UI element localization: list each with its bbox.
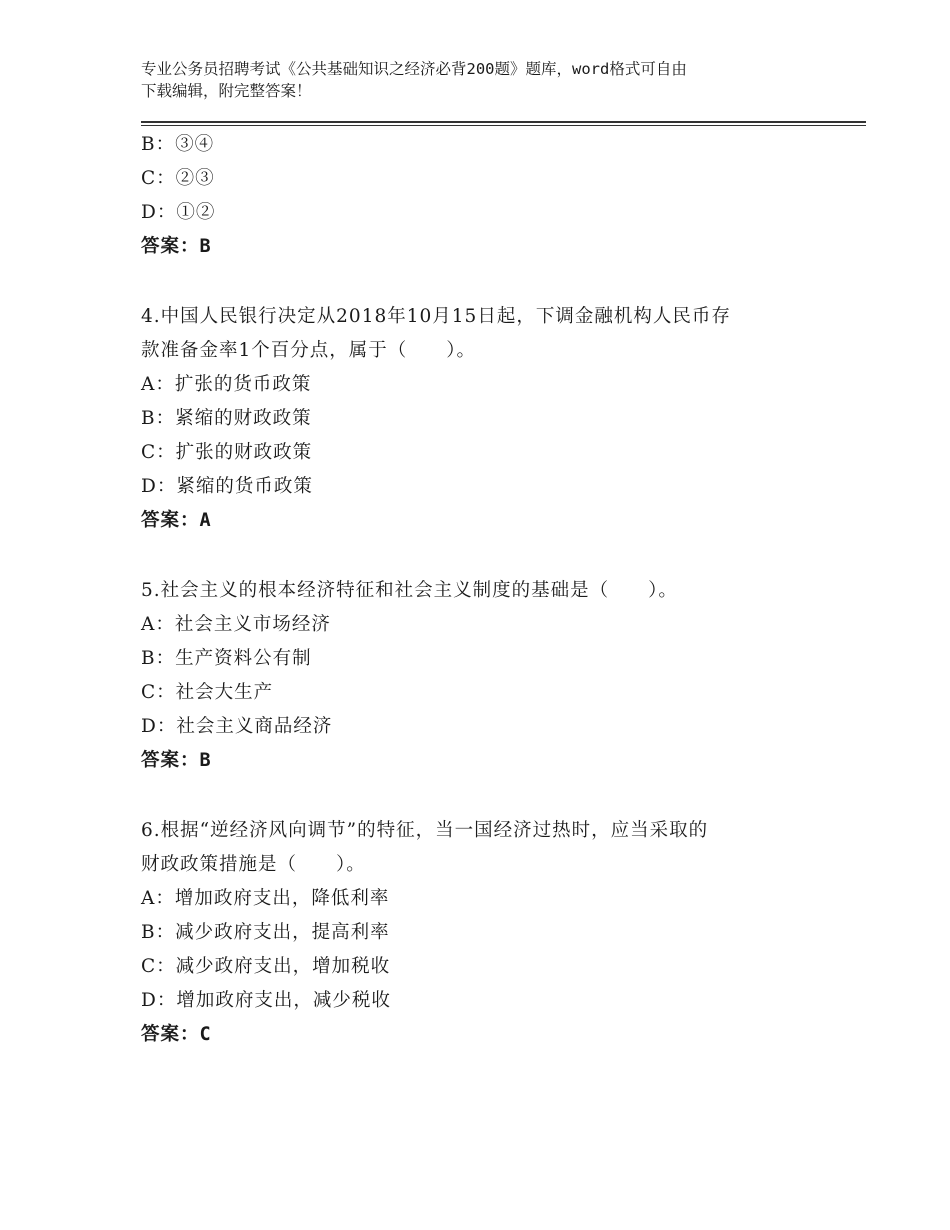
question-list xyxy=(141,128,821,1052)
option-c: C：减少政府支出，增加税收 xyxy=(141,956,391,977)
page-header xyxy=(141,58,821,102)
answer-label: 答案：B xyxy=(141,750,212,771)
header-line-2: 下载编辑，附完整答案！ xyxy=(141,82,312,100)
option-d: D：增加政府支出，减少税收 xyxy=(141,990,391,1011)
option-a: A：扩张的货币政策 xyxy=(141,374,312,395)
option-d: D：紧缩的货币政策 xyxy=(141,476,313,497)
header-divider xyxy=(141,121,866,126)
question-stem: 4.中国人民银行决定从2018年10月15日起，下调金融机构人民币存 xyxy=(141,306,731,327)
question-6 xyxy=(141,814,821,1052)
spacer xyxy=(141,778,821,814)
option-b: B：生产资料公有制 xyxy=(141,648,312,669)
option-b: B：紧缩的财政政策 xyxy=(141,408,312,429)
question-stem: 5.社会主义的根本经济特征和社会主义制度的基础是（ ）。 xyxy=(141,580,678,601)
option-d: D：①② xyxy=(141,202,216,223)
option-b: B：③④ xyxy=(141,134,215,155)
answer-label: 答案：B xyxy=(141,236,212,257)
option-b: B：减少政府支出，提高利率 xyxy=(141,922,390,943)
question-3 xyxy=(141,128,821,264)
answer-label: 答案：A xyxy=(141,510,212,531)
answer-label: 答案：C xyxy=(141,1024,212,1045)
header-line-1: 专业公务员招聘考试《公共基础知识之经济必背200题》题库，word格式可自由 xyxy=(141,60,687,78)
spacer xyxy=(141,264,821,300)
question-stem-continued: 财政政策措施是（ ）。 xyxy=(141,854,366,875)
question-stem-continued: 款准备金率1个百分点，属于（ ）。 xyxy=(141,340,477,361)
option-d: D：社会主义商品经济 xyxy=(141,716,333,737)
option-c: C：②③ xyxy=(141,168,215,189)
question-4 xyxy=(141,300,821,538)
option-c: C：社会大生产 xyxy=(141,682,274,703)
spacer xyxy=(141,538,821,574)
option-a: A：增加政府支出，降低利率 xyxy=(141,888,390,909)
question-stem: 6.根据“逆经济风向调节”的特征，当一国经济过热时，应当采取的 xyxy=(141,820,709,841)
option-a: A：社会主义市场经济 xyxy=(141,614,331,635)
option-c: C：扩张的财政政策 xyxy=(141,442,313,463)
question-5 xyxy=(141,574,821,778)
